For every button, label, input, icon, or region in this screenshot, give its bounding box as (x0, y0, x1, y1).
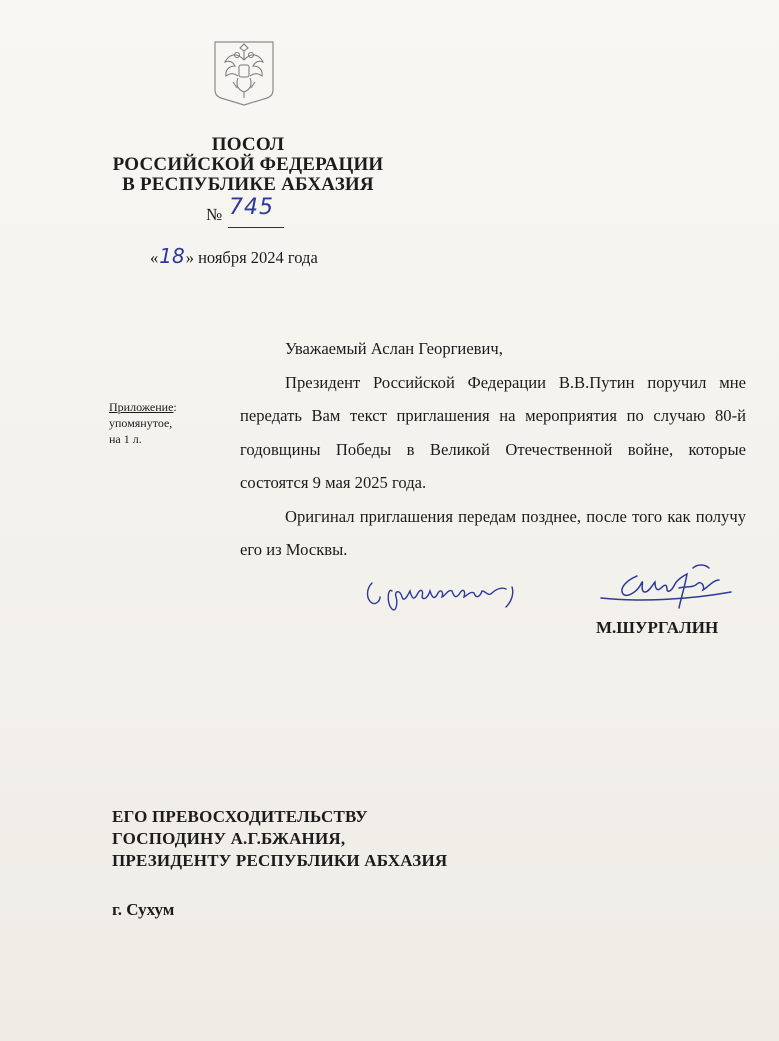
attachment-label-suffix: : (173, 400, 177, 414)
number-prefix: № (206, 205, 223, 224)
paragraph: Президент Российской Федерации В.В.Путин поручил мне передать Вам текст приглашения на мероприятия по случаю 80-й годовщины Победы в Великой Отечественной войне, которые состоятся 9 мая 2025 года. (240, 372, 746, 492)
signature (597, 558, 735, 616)
date-open-quote: « (150, 248, 159, 267)
attachment-note (109, 399, 219, 447)
addressee-line: ГОСПОДИНУ А.Г.БЖАНИЯ, (112, 829, 346, 848)
coat-of-arms-emblem (211, 38, 277, 108)
double-headed-eagle-icon (211, 38, 277, 108)
org-line: РОССИЙСКОЙ ФЕДЕРАЦИИ (112, 154, 384, 175)
handwritten-closing (362, 563, 532, 615)
org-line: ПОСОЛ (211, 134, 285, 155)
attachment-label: Приложение (109, 400, 174, 414)
signer-name: М.ШУРГАЛИН (596, 618, 719, 637)
date-rest: » ноября 2024 года (185, 248, 318, 267)
document-date (150, 244, 318, 268)
addressee-block (112, 806, 447, 872)
org-line: В РЕСПУБЛИКЕ АБХАЗИЯ (122, 174, 374, 195)
document-number-value: 745 (229, 195, 274, 220)
document-number (206, 195, 274, 225)
number-underline (228, 227, 284, 228)
addressee-city: г. Сухум (112, 900, 175, 919)
attachment-line: упомянутое, (109, 416, 173, 430)
date-day: 18 (159, 244, 185, 268)
greeting: Уважаемый Аслан Георгиевич, (285, 339, 503, 358)
attachment-line: на 1 л. (109, 432, 142, 446)
addressee-line: ПРЕЗИДЕНТУ РЕСПУБЛИКИ АБХАЗИЯ (112, 851, 448, 870)
paragraph: Оригинал приглашения передам позднее, после того как получу его из Москвы. (240, 506, 746, 559)
sender-organization (100, 135, 396, 195)
letter-body (240, 332, 746, 567)
addressee-line: ЕГО ПРЕВОСХОДИТЕЛЬСТВУ (112, 807, 368, 826)
